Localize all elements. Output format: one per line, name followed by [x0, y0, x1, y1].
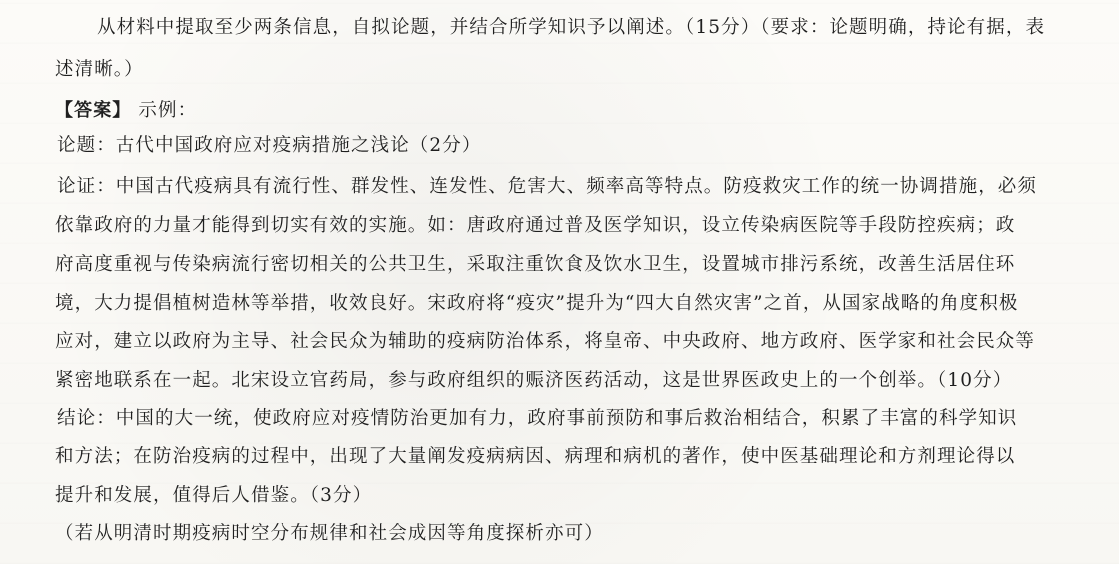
thesis-line: 论题：古代中国政府应对疫病措施之浅论（2分） — [57, 135, 482, 156]
conclusion-line-3: 提升和发展，值得后人借鉴。（3分） — [55, 485, 373, 506]
answer-label: 【答案】 — [55, 100, 132, 121]
answer-heading — [55, 99, 197, 123]
argument-line-4: 境，大力提倡植树造林等举措，收效良好。宋政府将“疫灾”提升为“四大自然灾害”之首，从国家战略的角度积极 — [55, 293, 1019, 314]
conclusion-line-1: 结论：中国的大一统，使政府应对疫情防治更加有力，政府事前预防和事后救治相结合，积累了丰富的科学知识 — [57, 408, 1018, 429]
argument-line-3: 府高度重视与传染病流行密切相关的公共卫生，采取注重饮食及饮水卫生，设置城市排污系统，改善生活居住环 — [55, 254, 1016, 275]
conclusion-line-2: 和方法；在防治疫病的过程中，出现了大量阐发疫病病因、病理和病机的著作，使中医基础理论和方剂理论得以 — [55, 446, 1016, 467]
argument-line-6: 紧密地联系在一起。北宋设立官药局，参与政府组织的赈济医药活动，这是世界医政史上的一个创举。（10分） — [55, 370, 1013, 391]
question-line-1: 从材料中提取至少两条信息，自拟论题，并结合所学知识予以阐述。（15分）（要求：论题明确，持论有据，表 — [97, 17, 1046, 38]
argument-line-2: 依靠政府的力量才能得到切实有效的实施。如：唐政府通过普及医学知识，设立传染病医院等手段防控疾病；政 — [55, 215, 1016, 236]
question-line-2: 述清晰。） — [55, 59, 144, 80]
note-line: （若从明清时期疫病时空分布规律和社会成因等角度探析亦可） — [55, 523, 604, 544]
argument-line-5: 应对，建立以政府为主导、社会民众为辅助的疫病防治体系，将皇帝、中央政府、地方政府、医学家和社会民众等 — [55, 331, 1036, 352]
answer-example-label: 示例： — [138, 100, 198, 121]
argument-line-1: 论证：中国古代疫病具有流行性、群发性、连发性、危害大、频率高等特点。防疫救灾工作的统一协调措施，必须 — [57, 176, 1038, 197]
